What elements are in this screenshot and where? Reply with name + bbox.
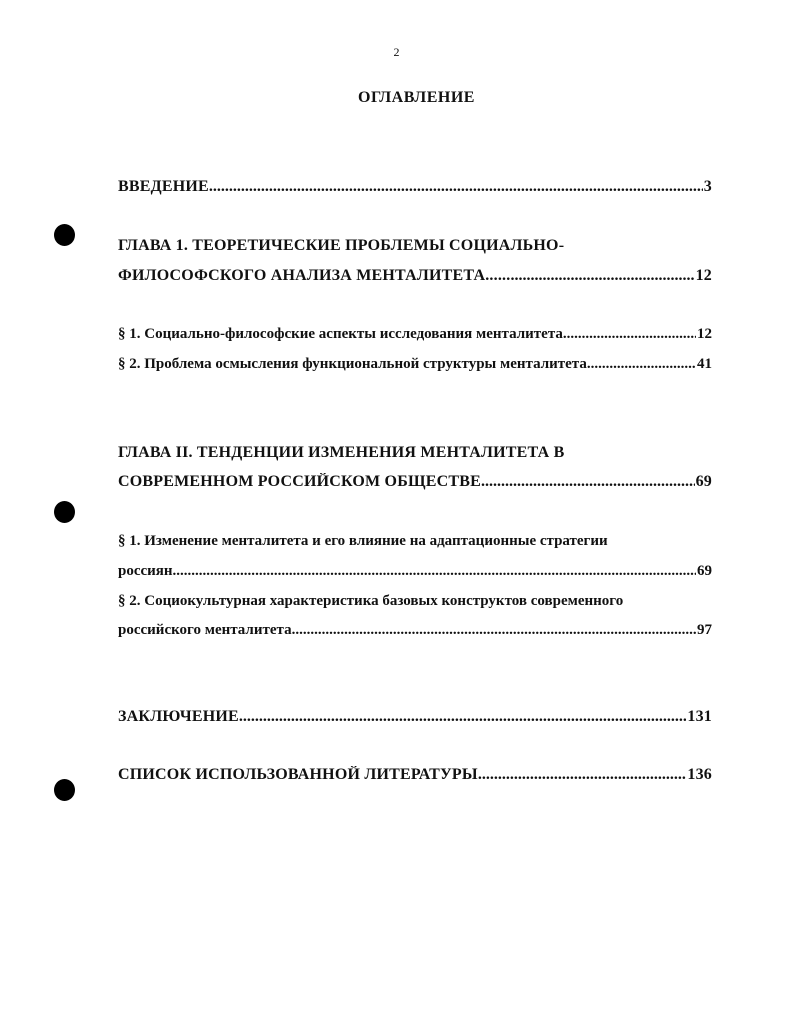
page-number: 2 xyxy=(393,45,400,59)
toc-page: 12 xyxy=(697,326,712,342)
toc-page: 41 xyxy=(697,356,712,372)
toc-label: СПИСОК ИСПОЛЬЗОВАННОЙ ЛИТЕРАТУРЫ xyxy=(118,766,478,783)
toc-entry-conclusion xyxy=(118,708,712,726)
toc-ch2-sec2-line1: § 2. Социокультурная характеристика базовых конструктов современного xyxy=(118,593,624,609)
toc-label: § 2. Проблема осмысления функциональной структуры менталитета xyxy=(118,356,587,372)
leader-dots xyxy=(255,563,696,580)
toc-entry-chapter2 xyxy=(118,473,712,491)
toc-ch2-sec1-line1: § 1. Изменение менталитета и его влияние на адаптационные стратегии xyxy=(118,533,608,549)
leader-dots xyxy=(587,356,696,373)
toc-label: ВВЕДЕНИЕ xyxy=(118,178,209,195)
page-title: ОГЛАВЛЕНИЕ xyxy=(358,89,475,106)
toc-chapter1-heading: ГЛАВА 1. ТЕОРЕТИЧЕСКИЕ ПРОБЛЕМЫ СОЦИАЛЬНО- xyxy=(118,237,565,254)
leader-dots xyxy=(209,178,703,196)
toc-page: 97 xyxy=(697,622,712,638)
leader-dots xyxy=(481,473,695,491)
toc-label: СОВРЕМЕННОМ РОССИЙСКОМ ОБЩЕСТВЕ xyxy=(118,473,481,490)
binder-hole-mark xyxy=(54,501,75,523)
toc-label: российского менталитета xyxy=(118,622,292,638)
leader-dots xyxy=(478,766,687,784)
toc-page: 131 xyxy=(687,708,712,725)
toc-page: 69 xyxy=(695,473,712,490)
toc-label: россиян...................... xyxy=(118,563,256,579)
toc-entry-ch1-sec2 xyxy=(118,356,712,373)
toc-label: § 1. Социально-философские аспекты исследования менталитета... xyxy=(118,326,575,342)
toc-page: 69 xyxy=(697,563,712,579)
leader-dots xyxy=(292,622,696,639)
toc-entry-chapter1 xyxy=(118,267,712,285)
leader-dots xyxy=(574,326,696,343)
toc-page: 3 xyxy=(703,178,712,195)
binder-hole-mark xyxy=(54,779,75,801)
toc-entry-intro xyxy=(118,178,712,196)
toc-entry-ch2-sec1 xyxy=(118,563,712,580)
toc-label: ФИЛОСОФСКОГО АНАЛИЗА МЕНТАЛИТЕТА...... xyxy=(118,267,511,284)
leader-dots xyxy=(510,267,694,285)
toc-chapter2-heading: ГЛАВА II. ТЕНДЕНЦИИ ИЗМЕНЕНИЯ МЕНТАЛИТЕТА В xyxy=(118,444,565,461)
toc-entry-ch2-sec2 xyxy=(118,622,712,639)
toc-page: 136 xyxy=(687,766,712,783)
toc-entry-ch1-sec1 xyxy=(118,326,712,343)
toc-page: 12 xyxy=(695,267,712,284)
toc-label: ЗАКЛЮЧЕНИЕ xyxy=(118,708,239,725)
toc-entry-references xyxy=(118,766,712,784)
binder-hole-mark xyxy=(54,224,75,246)
leader-dots xyxy=(239,708,686,726)
